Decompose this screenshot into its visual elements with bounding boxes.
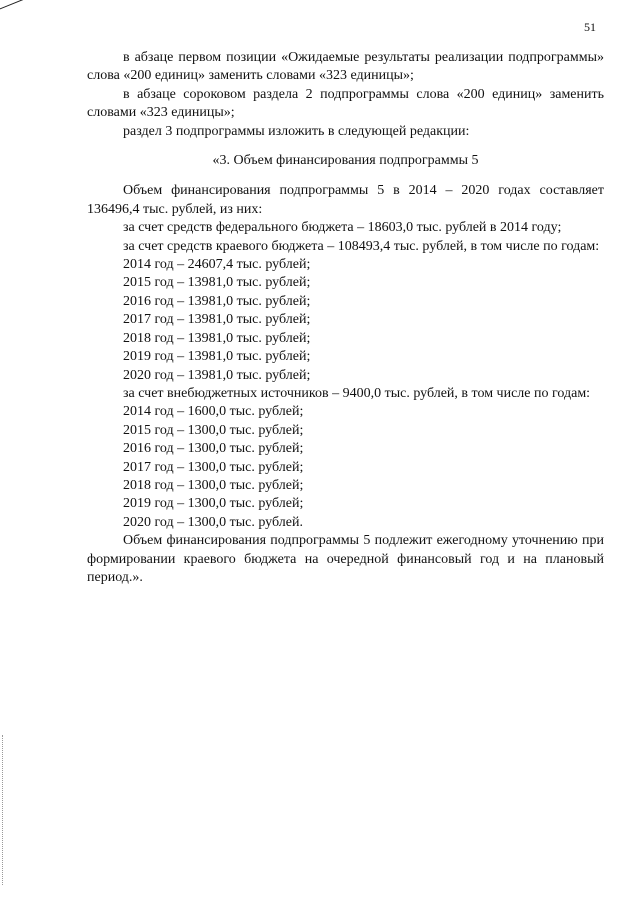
section-heading: «3. Объем финансирования подпрограммы 5	[212, 153, 479, 169]
list-item: 2020 год – 1300,0 тыс. рублей.	[123, 514, 303, 530]
list-item: 2014 год – 1600,0 тыс. рублей;	[123, 404, 304, 420]
list-item: 2016 год – 13981,0 тыс. рублей;	[123, 293, 311, 309]
list-item: 2015 год – 13981,0 тыс. рублей;	[123, 275, 311, 291]
list-item: 2016 год – 1300,0 тыс. рублей;	[123, 441, 304, 457]
extrabudgetary-years-list	[87, 403, 604, 532]
list-item: 2020 год – 13981,0 тыс. рублей;	[123, 367, 311, 383]
amendment-paragraph-1: в абзаце первом позиции «Ожидаемые результаты реализации подпрограммы» слова «200 единиц» заменить словами «323 единицы»;	[87, 50, 604, 84]
page-number: 51	[584, 20, 596, 34]
list-item: 2015 год – 1300,0 тыс. рублей;	[123, 422, 304, 438]
amendment-paragraph-3: раздел 3 подпрограммы изложить в следующей редакции:	[123, 123, 470, 139]
scan-corner-mark	[0, 0, 52, 11]
list-item: 2019 год – 1300,0 тыс. рублей;	[123, 496, 304, 512]
regional-years-list	[87, 256, 604, 385]
list-item: 2014 год – 24607,4 тыс. рублей;	[123, 257, 311, 273]
amendment-paragraph-2: в абзаце сороковом раздела 2 подпрограммы слова «200 единиц» заменить словами «323 единицы»;	[87, 86, 604, 121]
federal-budget-paragraph: за счет средств федерального бюджета – 18603,0 тыс. рублей в 2014 году;	[123, 220, 562, 236]
document-body	[87, 49, 604, 587]
list-item: 2018 год – 13981,0 тыс. рублей;	[123, 330, 311, 346]
list-item: 2018 год – 1300,0 тыс. рублей;	[123, 477, 304, 493]
list-item: 2017 год – 1300,0 тыс. рублей;	[123, 459, 304, 475]
closing-paragraph: Объем финансирования подпрограммы 5 подлежит ежегодному уточнению при формировании краевого бюджета на очередной финансовый год и на плановый период.».	[87, 533, 604, 585]
list-item: 2017 год – 13981,0 тыс. рублей;	[123, 312, 311, 328]
scan-margin-dots	[2, 735, 4, 885]
regional-budget-paragraph: за счет средств краевого бюджета – 108493,4 тыс. рублей, в том числе по годам:	[123, 238, 600, 254]
extrabudgetary-paragraph: за счет внебюджетных источников – 9400,0 тыс. рублей, в том числе по годам:	[123, 385, 591, 401]
list-item: 2019 год – 13981,0 тыс. рублей;	[123, 349, 311, 365]
total-financing-paragraph: Объем финансирования подпрограммы 5 в 2014 – 2020 годах составляет 136496,4 тыс. рублей, из них:	[87, 183, 604, 217]
